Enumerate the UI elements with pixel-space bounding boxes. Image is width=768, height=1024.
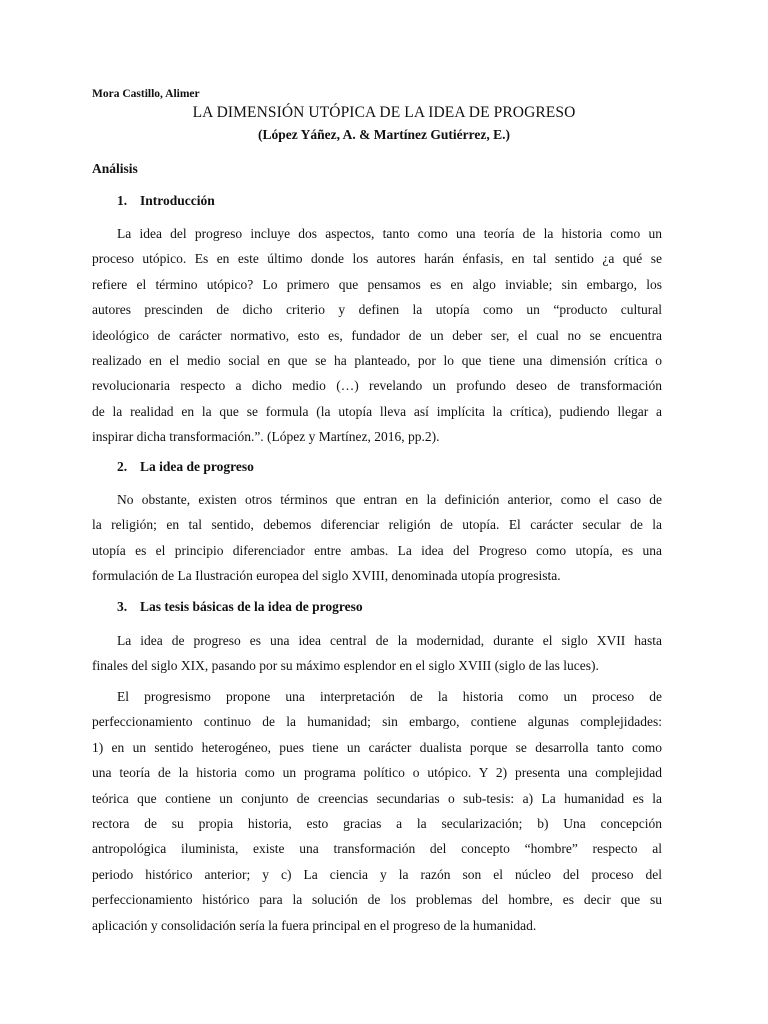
text-line: La idea de progreso es una idea central de la modernidad, durante el siglo XVII hasta <box>117 633 662 648</box>
text-line: El progresismo propone una interpretación de la historia como un proceso de <box>117 689 662 704</box>
text-line: rectora de su propia historia, esto gracias a la secularización; b) Una concepción <box>92 815 662 831</box>
document-title: LA DIMENSIÓN UTÓPICA DE LA IDEA DE PROGRESO <box>192 104 576 121</box>
text-line: refiere el término utópico? Lo primero que pensamos es en algo inviable; sin embargo, los <box>92 276 662 292</box>
text-line: periodo histórico anterior; y c) La ciencia y la razón son el núcleo del proceso del <box>92 866 662 882</box>
text-line: realizado en el medio social en que se ha planteado, por lo que tiene una dimensión crítica o <box>92 352 662 368</box>
section-number: 1. <box>117 193 128 208</box>
text-line: inspirar dicha transformación.”. (López y Martínez, 2016, pp.2). <box>92 429 440 445</box>
text-line: aplicación y consolidación sería la fuera principal en el progreso de la humanidad. <box>92 917 537 933</box>
paragraph <box>92 628 662 679</box>
text-line: ideológico de carácter normativo, esto es, fundador de un deber ser, el cual no se encuentra <box>92 327 662 343</box>
text-line: proceso utópico. Es en este último donde los autores harán énfasis, en tal sentido ¿a qué se <box>92 251 662 267</box>
section-heading-tesis-basicas <box>117 599 363 615</box>
section-heading-introduccion <box>117 193 215 209</box>
text-line: utopía es el principio diferenciador entre ambas. La idea del Progreso como utopía, es una <box>92 542 662 558</box>
text-line: 1) en un sentido heterogéneo, pues tiene un carácter dualista porque se desarrolla tanto como <box>92 739 662 755</box>
section-heading-idea-de-progreso <box>117 459 254 475</box>
text-line: antropológica iluminista, existe una transformación del concepto “hombre” respecto al <box>92 841 662 857</box>
text-line: La idea del progreso incluye dos aspectos, tanto como una teoría de la historia como un <box>117 226 662 241</box>
text-line: autores prescinden de dicho criterio y definen la utopía como un “producto cultural <box>92 302 662 318</box>
document-subtitle: (López Yáñez, A. & Martínez Gutiérrez, E.) <box>258 127 510 142</box>
author-name: Mora Castillo, Alimer <box>92 88 200 100</box>
text-line: la religión; en tal sentido, debemos diferenciar religión de utopía. El carácter secular de la <box>92 517 662 533</box>
section-title: Introducción <box>140 193 215 208</box>
text-line: formulación de La Ilustración europea del siglo XVIII, denominada utopía progresista. <box>92 568 561 584</box>
section-title: Las tesis básicas de la idea de progreso <box>140 599 363 614</box>
text-line: No obstante, existen otros términos que entran en la definición anterior, como el caso de <box>117 492 662 507</box>
text-line: teórica que contiene un conjunto de creencias secundarias o sub-tesis: a) La humanidad es la <box>92 790 662 806</box>
text-line: una teoría de la historia como un programa político o utópico. Y 2) presenta una complejidad <box>92 765 662 781</box>
section-number: 2. <box>117 459 128 474</box>
section-title: La idea de progreso <box>140 459 254 474</box>
text-line: finales del siglo XIX, pasando por su máximo esplendor en el siglo XVIII (siglo de las luces). <box>92 658 599 674</box>
text-line: de la realidad en la que se formula (la utopía lleva así implícita la crítica), pudiendo llegar a <box>92 403 662 419</box>
text-line: perfeccionamiento histórico para la solución de los problemas del hombre, es decir que su <box>92 892 662 908</box>
paragraph <box>92 487 662 589</box>
section-number: 3. <box>117 599 128 614</box>
analysis-heading: Análisis <box>92 161 138 176</box>
paragraph <box>92 221 662 450</box>
text-line: revolucionaria respecto a dicho medio (…) revelando un profundo deseo de transformación <box>92 378 662 394</box>
text-line: perfeccionamiento continuo de la humanidad; sin embargo, contiene algunas complejidades: <box>92 714 662 730</box>
paragraph <box>92 684 662 938</box>
